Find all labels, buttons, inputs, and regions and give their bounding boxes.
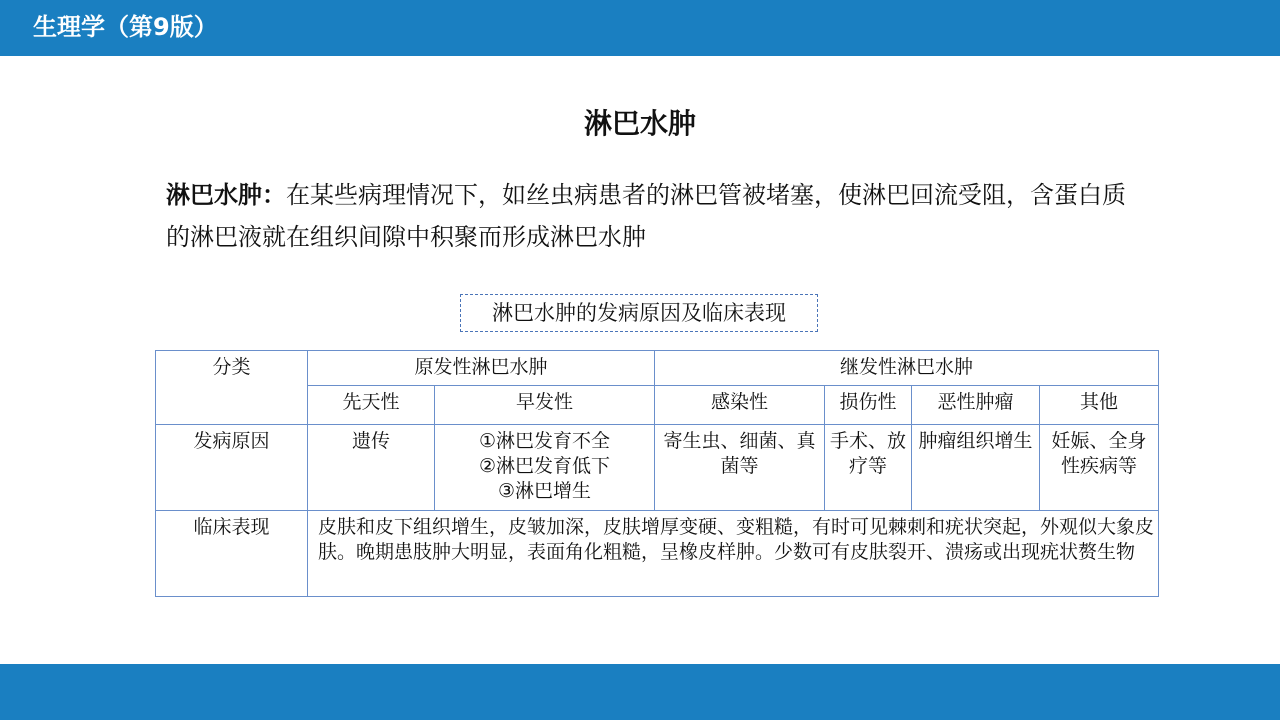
table-header-row <box>156 351 1159 386</box>
subheader-infectious: 感染性 <box>655 386 825 425</box>
definition-term: 淋巴水肿： <box>166 181 286 209</box>
header-title: 生理学（第9版） <box>33 13 218 41</box>
subheader-malignant: 恶性肿瘤 <box>912 386 1040 425</box>
header-primary: 原发性淋巴水肿 <box>308 351 655 386</box>
definition-text: 在某些病理情况下，如丝虫病患者的淋巴管被堵塞，使淋巴回流受阻，含蛋白质的淋巴液就在组织间隙中积聚而形成淋巴水肿 <box>166 181 1126 251</box>
subheader-other: 其他 <box>1040 386 1159 425</box>
subheader-early-onset: 早发性 <box>435 386 655 425</box>
lymphedema-table <box>155 350 1159 597</box>
header-bar <box>0 0 1280 56</box>
header-secondary: 继发性淋巴水肿 <box>655 351 1159 386</box>
table-caption: 淋巴水肿的发病原因及临床表现 <box>460 294 818 332</box>
row-label-cause: 发病原因 <box>156 425 308 511</box>
footer-bar <box>0 664 1280 720</box>
clinical-text: 皮肤和皮下组织增生，皮皱加深，皮肤增厚变硬、变粗糙，有时可见棘刺和疣状突起，外观似大象皮肤。晚期患肢肿大明显，表面角化粗糙，呈橡皮样肿。少数可有皮肤裂开、溃疡或出现疣状赘生物 <box>308 511 1159 597</box>
cause-malignant: 肿瘤组织增生 <box>912 425 1040 511</box>
cause-congenital: 遗传 <box>308 425 435 511</box>
slide-title: 淋巴水肿 <box>583 107 696 140</box>
table-row-clinical <box>156 511 1159 597</box>
definition-paragraph <box>166 174 1146 258</box>
header-category: 分类 <box>156 351 308 425</box>
cause-other: 妊娠、全身性疾病等 <box>1040 425 1159 511</box>
cause-infectious: 寄生虫、细菌、真菌等 <box>655 425 825 511</box>
row-label-clinical: 临床表现 <box>156 511 308 597</box>
subheader-congenital: 先天性 <box>308 386 435 425</box>
cause-traumatic: 手术、放疗等 <box>825 425 912 511</box>
table-row-cause <box>156 425 1159 511</box>
cause-early-onset: ①淋巴发育不全 ②淋巴发育低下 ③淋巴增生 <box>435 425 655 511</box>
subheader-traumatic: 损伤性 <box>825 386 912 425</box>
